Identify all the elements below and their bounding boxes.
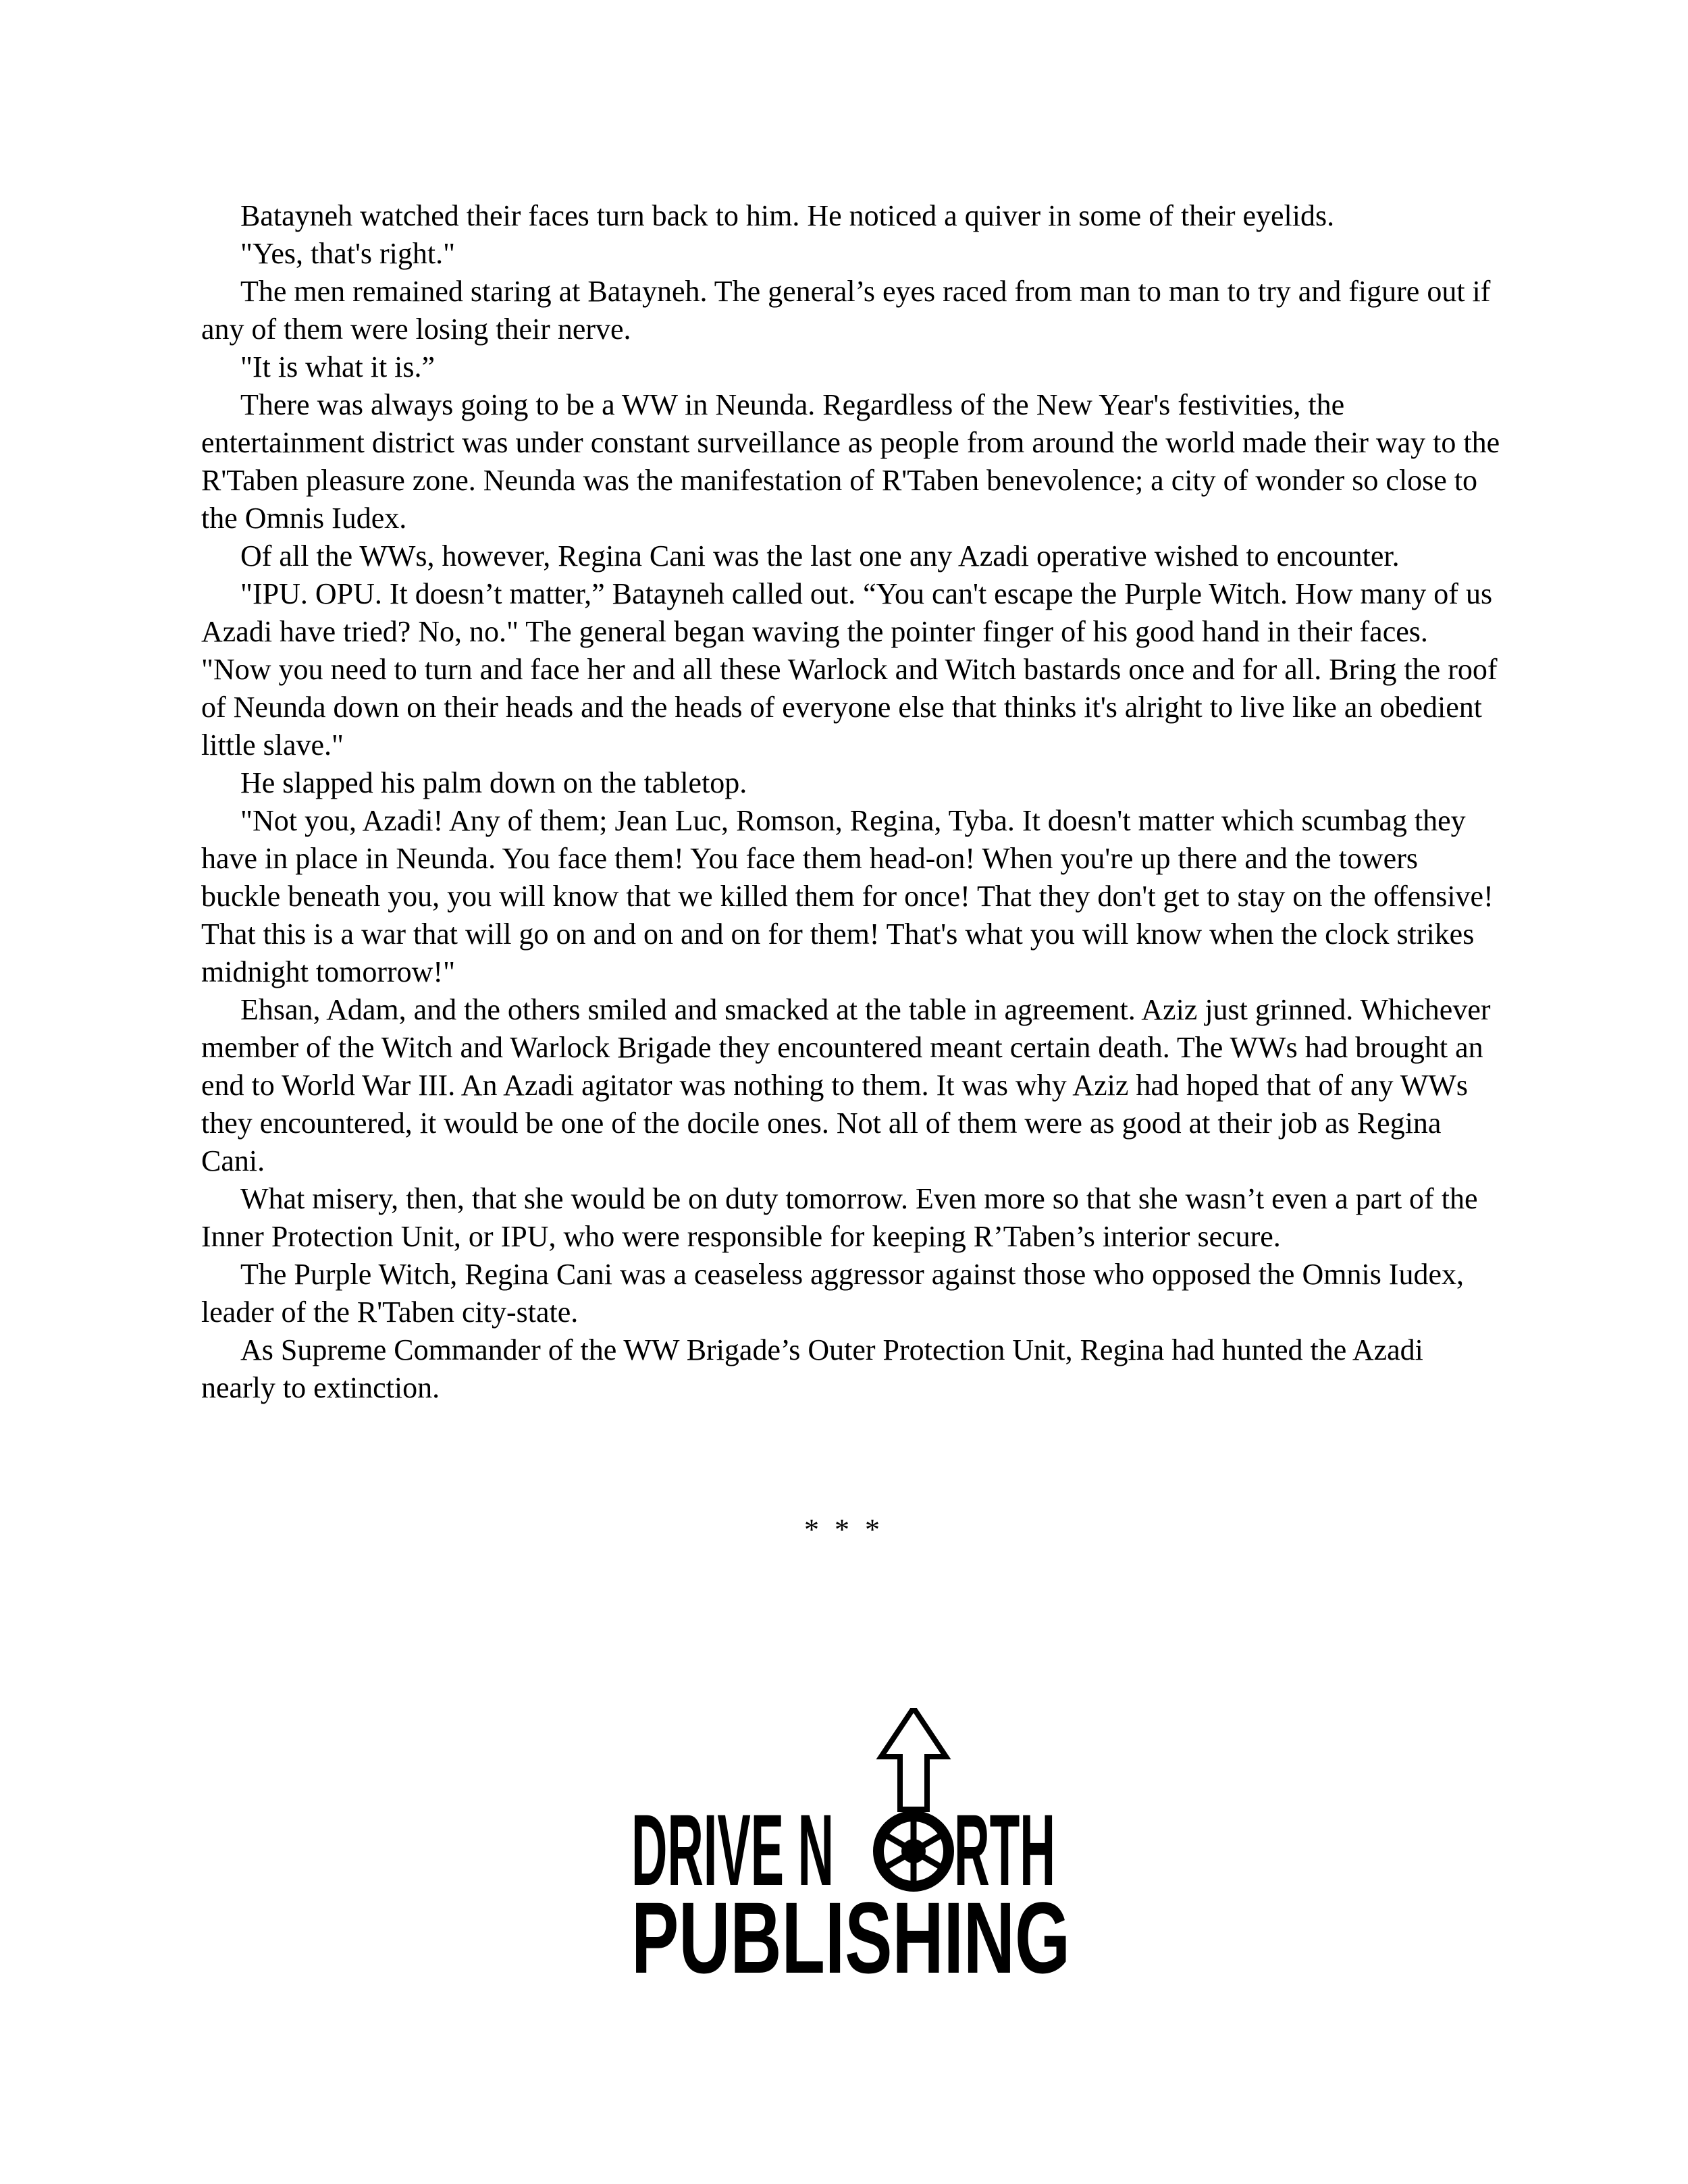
paragraph: He slapped his palm down on the tabletop. <box>240 766 747 799</box>
paragraph: The Purple Witch, Regina Cani was a ceaseless aggressor against those who opposed the Omnis Iudex, leader of the R'Taben city-state. <box>201 1258 1464 1329</box>
paragraph: The men remained staring at Batayneh. The general’s eyes raced from man to man to try and figure out if any of them were losing their nerve. <box>201 275 1491 346</box>
paragraph: Batayneh watched their faces turn back to him. He noticed a quiver in some of their eyelids. <box>240 199 1335 232</box>
body-text <box>201 197 1504 1407</box>
paragraph: "It is what it is.” <box>240 350 436 383</box>
paragraph: Ehsan, Adam, and the others smiled and smacked at the table in agreement. Aziz just grinned. Whichever member of the Witch and Warlock Brigade they encountered meant certain death. The WWs had brought an end to World War III. An Azadi agitator was nothing to them. It was why Aziz had hoped that of any WWs they encountered, it would be one of the docile ones. Not all of them were as good at their job as Regina Cani. <box>201 993 1491 1177</box>
paragraph: What misery, then, that she would be on duty tomorrow. Even more so that she wasn’t even a part of the Inner Protection Unit, or IPU, who were responsible for keeping R’Taben’s interior secure. <box>201 1182 1478 1253</box>
paragraph: "Not you, Azadi! Any of them; Jean Luc, Romson, Regina, Tyba. It doesn't matter which scumbag they have in place in Neunda. You face them! You face them head-on! When you're up there and the towers buckle beneath you, you will know that we killed them for once! That they don't get to stay on the offensive! That this is a war that will go on and on and on for them! That's what you will know when the clock strikes midnight tomorrow!" <box>201 804 1494 988</box>
paragraph: "IPU. OPU. It doesn’t matter,” Batayneh called out. “You can't escape the Purple Witch. How many of us Azadi have tried? No, no." The general began waving the pointer finger of his good hand in their faces. "Now you need to turn and face her and all these Warlock and Witch bastards once and for all. Bring the roof of Neunda down on their heads and the heads of everyone else that thinks it's alright to live like an obedient little slave." <box>201 577 1498 762</box>
paragraph: Of all the WWs, however, Regina Cani was the last one any Azadi operative wished to encounter. <box>240 539 1400 572</box>
logo-text-line1-end: RTH <box>954 1793 1055 1907</box>
arrow-wheel-icon <box>881 1708 946 1809</box>
paragraph: There was always going to be a WW in Neunda. Regardless of the New Year's festivities, the entertainment district was under constant surveillance as people from around the world made their way to the R'Taben pleasure zone. Neunda was the manifestation of R'Taben benevolence; a city of wonder so close to the Omnis Iudex. <box>201 388 1500 535</box>
wheel-icon <box>878 1816 949 1886</box>
paragraph: "Yes, that's right." <box>240 237 456 270</box>
logo-text-line1-start: DRIVE N <box>631 1793 834 1907</box>
logo-text-line2: PUBLISHING <box>631 1881 1070 1978</box>
paragraph: As Supreme Commander of the WW Brigade’s Outer Protection Unit, Regina had hunted the Azadi nearly to extinction. <box>201 1333 1423 1404</box>
scene-break: * * * <box>804 1513 884 1546</box>
publisher-logo <box>631 1708 1070 1978</box>
